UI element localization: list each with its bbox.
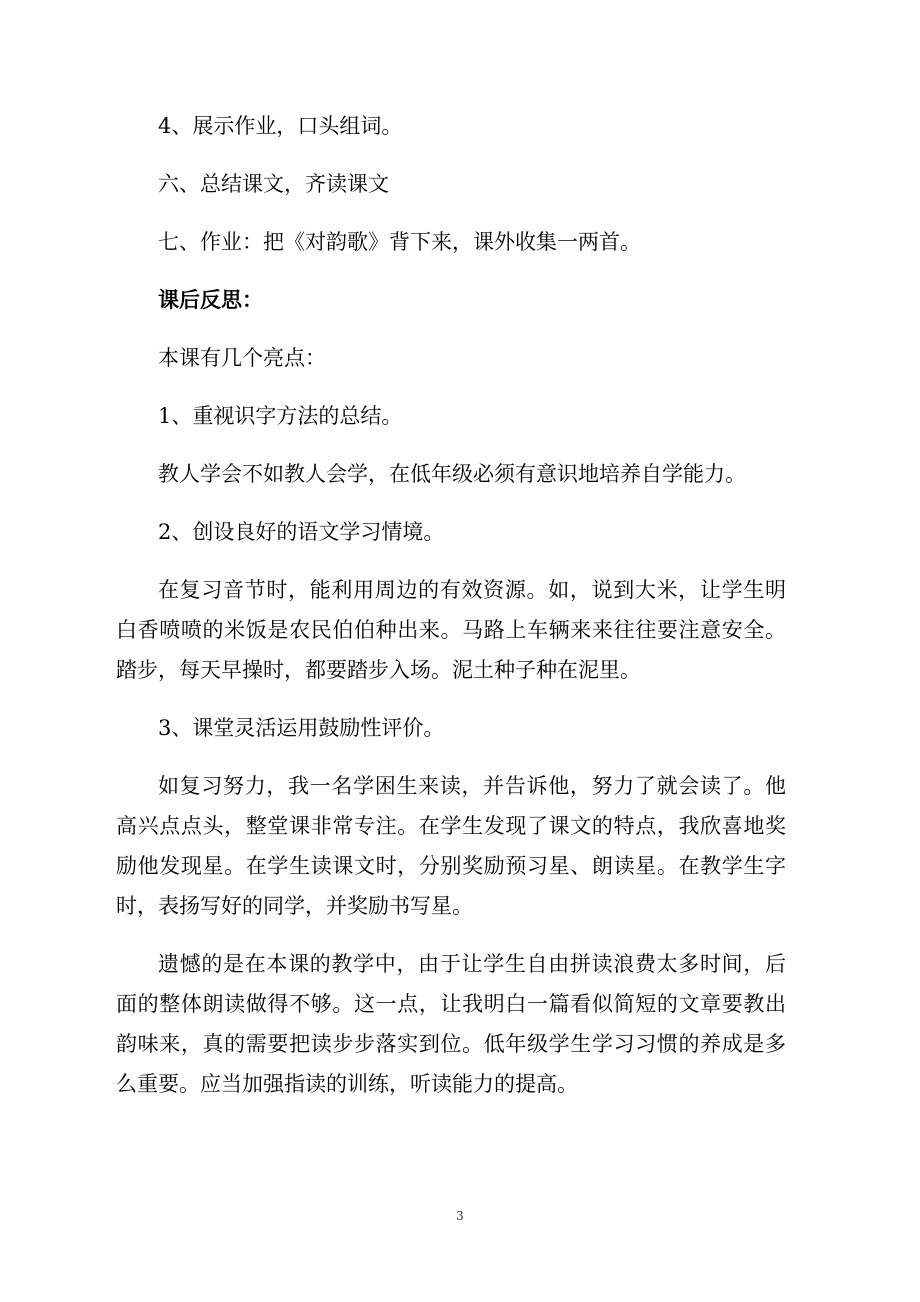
section-summary: 六、总结课文，齐读课文 [158, 172, 389, 196]
regret-paragraph: 遗憾的是在本课的教学中，由于让学生自由拼读浪费太多时间，后面的整体朗读做得不够。这一点，让我明白一篇看似简短的文章要教出韵味来，真的需要把读步步落实到位。低年级学生学习习惯的养成是多么重要。应当加强指读的训练，听读能力的提高。 [116, 952, 786, 1096]
document-body [116, 106, 786, 1122]
highlight-3-title: 3、课堂灵活运用鼓励性评价。 [158, 716, 445, 740]
highlight-2-title: 2、创设良好的语文学习情境。 [158, 520, 445, 544]
highlight-1-title: 1、重视识字方法的总结。 [158, 404, 403, 428]
highlight-2-body: 在复习音节时，能利用周边的有效资源。如，说到大米，让学生明白香喷喷的米饭是农民伯伯种出来。马路上车辆来来往往要注意安全。踏步，每天早操时，都要踏步入场。泥土种子种在泥里。 [116, 578, 786, 682]
highlight-3-body: 如复习努力，我一名学困生来读，并告诉他，努力了就会读了。他高兴点点头，整堂课非常专注。在学生发现了课文的特点，我欣喜地奖励他发现星。在学生读课文时，分别奖励预习星、朗读星。在教学生字时，表扬写好的同学，并奖励书写星。 [116, 774, 786, 918]
highlights-intro: 本课有几个亮点： [158, 346, 326, 370]
reflection-heading: 课后反思： [158, 287, 263, 312]
list-item-show-homework: 4、展示作业，口头组词。 [158, 114, 403, 138]
page-number: 3 [456, 1209, 464, 1223]
highlight-1-body: 教人学会不如教人会学，在低年级必须有意识地培养自学能力。 [158, 462, 746, 486]
section-homework: 七、作业：把《对韵歌》背下来，课外收集一两首。 [158, 230, 641, 254]
